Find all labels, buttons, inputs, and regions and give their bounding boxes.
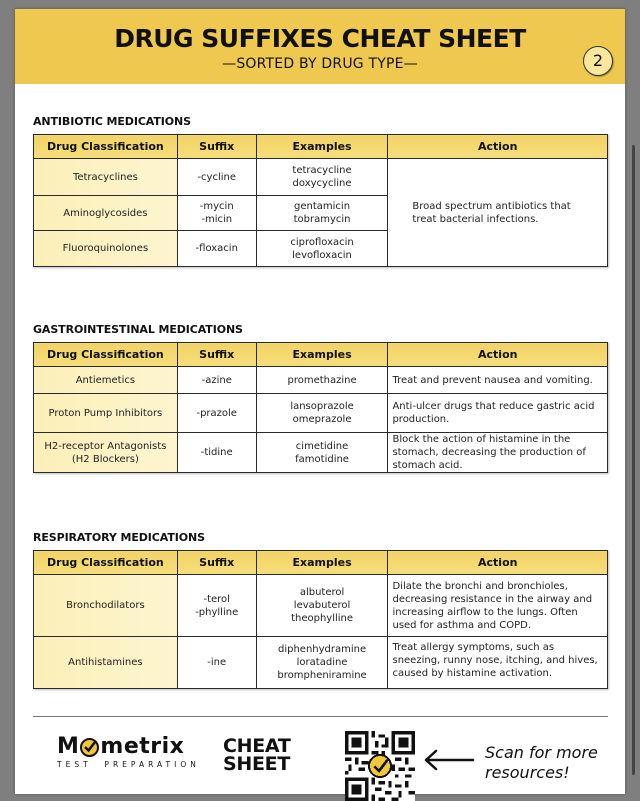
classification-cell: Bronchodilators	[34, 575, 178, 637]
classification-line: (H2 Blockers)	[71, 453, 139, 465]
example-item: omeprazole	[292, 414, 352, 425]
action-cell: Dilate the bronchi and bronchioles, decreasing resistance in the airway and increasing airflow to the lungs. Often used for asthma and COPD.	[388, 575, 608, 637]
column-header: Examples	[256, 343, 388, 367]
checkmark-circle-icon	[80, 738, 99, 757]
action-cell: Anti-ulcer drugs that reduce gastric acid production.	[388, 394, 608, 433]
action-cell: Block the action of histamine in the stomach, decreasing the production of stomach acid.	[388, 433, 608, 473]
page-number-badge: 2	[583, 46, 613, 76]
table-header-row	[34, 135, 608, 159]
column-header: Suffix	[177, 135, 256, 159]
examples-cell	[256, 637, 388, 689]
example-item: theophylline	[291, 613, 354, 624]
gastrointestinal-table	[33, 342, 608, 473]
column-header: Examples	[256, 135, 388, 159]
page-subtitle: —SORTED BY DRUG TYPE—	[222, 56, 418, 72]
classification-cell: Proton Pump Inhibitors	[34, 394, 178, 433]
logo-wordmark	[57, 735, 200, 759]
example-item: levabuterol	[293, 600, 351, 611]
suffix-cell: -azine	[177, 367, 256, 394]
example-item: brompheniramine	[277, 670, 367, 681]
table-header-row	[34, 551, 608, 575]
column-header: Drug Classification	[34, 343, 178, 367]
suffix-cell: -prazole	[177, 394, 256, 433]
cheat-sheet-label	[223, 737, 291, 773]
classification-line: H2-receptor Antagonists	[44, 440, 167, 452]
column-header: Drug Classification	[34, 551, 178, 575]
examples-cell	[256, 433, 388, 473]
example-item: gentamicin	[294, 201, 351, 212]
column-header: Suffix	[177, 551, 256, 575]
example-item: tetracycline	[292, 165, 352, 176]
table-row	[34, 159, 608, 196]
suffix-cell: -floxacin	[177, 231, 256, 267]
antibiotic-table	[33, 134, 608, 267]
vertical-scrollbar[interactable]	[632, 145, 635, 775]
suffix-item: -terol	[203, 593, 230, 605]
column-header: Action	[388, 551, 608, 575]
page-header	[15, 9, 625, 84]
column-header: Action	[388, 343, 608, 367]
table-header-row	[34, 343, 608, 367]
example-item: doxycycline	[292, 178, 352, 189]
suffix-item: -phylline	[195, 606, 239, 618]
classification-cell: Aminoglycosides	[34, 196, 178, 231]
example-item: diphenhydramine	[277, 644, 367, 655]
suffix-cell: -ine	[177, 637, 256, 689]
cheat-sheet-page	[15, 9, 625, 794]
examples-cell	[256, 394, 388, 433]
section-title-respiratory: RESPIRATORY MEDICATIONS	[33, 531, 205, 544]
column-header: Action	[388, 135, 608, 159]
cheat-label-line: CHEAT	[223, 735, 291, 757]
logo-letter: M	[57, 734, 80, 759]
table-row	[34, 433, 608, 473]
scan-prompt	[485, 743, 598, 783]
action-cell: Broad spectrum antibiotics that treat bacterial infections.	[388, 159, 608, 267]
classification-cell: Antihistamines	[34, 637, 178, 689]
scan-text-line: Scan for more	[485, 743, 598, 762]
classification-cell: Antiemetics	[34, 367, 178, 394]
suffix-cell	[177, 575, 256, 637]
page-title: DRUG SUFFIXES CHEAT SHEET	[114, 24, 526, 53]
section-title-antibiotic: ANTIBIOTIC MEDICATIONS	[33, 115, 191, 128]
column-header: Drug Classification	[34, 135, 178, 159]
table-row	[34, 637, 608, 689]
scan-text-line: resources!	[485, 763, 570, 782]
arrow-left-icon	[423, 749, 475, 776]
logo-tagline: TEST PREPARATION	[57, 760, 200, 769]
mometrix-logo	[57, 735, 200, 769]
examples-cell	[256, 231, 388, 267]
example-item: famotidine	[295, 453, 349, 465]
suffix-item: -mycin	[199, 201, 234, 212]
suffix-item: -micin	[201, 214, 233, 225]
table-row	[34, 575, 608, 637]
examples-cell: promethazine	[256, 367, 388, 394]
example-item: ciprofloxacin	[290, 236, 354, 248]
qr-code-icon[interactable]	[345, 731, 415, 801]
example-item: albuterol	[299, 587, 345, 598]
section-title-gastrointestinal: GASTROINTESTINAL MEDICATIONS	[33, 323, 243, 336]
table-row	[34, 367, 608, 394]
table-row	[34, 394, 608, 433]
examples-cell	[256, 575, 388, 637]
cheat-label-line: SHEET	[223, 753, 291, 775]
classification-cell: Fluoroquinolones	[34, 231, 178, 267]
example-item: loratadine	[296, 657, 348, 668]
examples-cell	[256, 196, 388, 231]
example-item: cimetidine	[295, 440, 349, 452]
example-item: tobramycin	[293, 214, 351, 225]
logo-letters: metrix	[100, 734, 185, 759]
example-item: lansoprazole	[290, 401, 354, 412]
classification-cell	[34, 433, 178, 473]
column-header: Suffix	[177, 343, 256, 367]
suffix-cell	[177, 196, 256, 231]
example-item: levofloxacin	[292, 249, 352, 261]
column-header: Examples	[256, 551, 388, 575]
action-cell: Treat allergy symptoms, such as sneezing, runny nose, itching, and hives, caused by histamine activation.	[388, 637, 608, 689]
suffix-cell: -cycline	[177, 159, 256, 196]
page-footer	[15, 717, 625, 794]
suffix-cell: -tidine	[177, 433, 256, 473]
respiratory-table	[33, 550, 608, 689]
action-cell: Treat and prevent nausea and vomiting.	[388, 367, 608, 394]
classification-cell: Tetracyclines	[34, 159, 178, 196]
examples-cell	[256, 159, 388, 196]
